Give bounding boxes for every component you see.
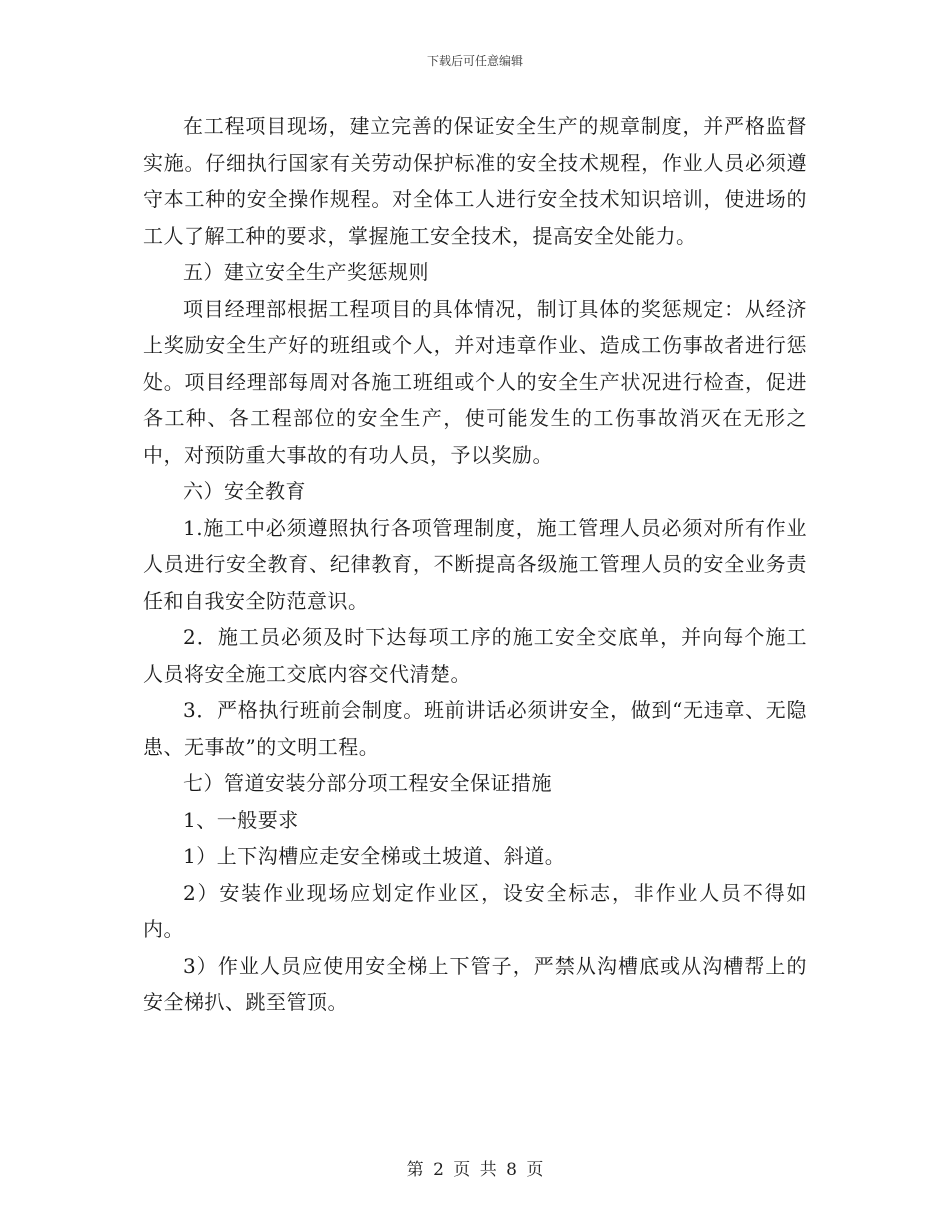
paragraph-education-item-1: 1.施工中必须遵照执行各项管理制度，施工管理人员必须对所有作业人员进行安全教育、纪律教育，不断提高各级施工管理人员的安全业务责任和自我安全防范意识。: [143, 515, 807, 613]
paragraph-safety-regulations: 在工程项目现场，建立完善的保证安全生产的规章制度，并严格监督实施。仔细执行国家有关劳动保护标准的安全技术规程，作业人员必须遵守本工种的安全操作规程。对全体工人进行安全技术知识培训，使进场的工人了解工种的要求，掌握施工安全技术，提高安全处能力。: [143, 114, 807, 248]
heading-safety-education: 六）安全教育: [183, 479, 306, 503]
heading-reward-punishment-rules: 五）建立安全生产奖惩规则: [183, 260, 429, 284]
paragraph-requirement-1: 1）上下沟槽应走安全梯或土坡道、斜道。: [183, 844, 566, 868]
paragraph-requirement-2: 2）安装作业现场应划定作业区，设安全标志，非作业人员不得如内。: [143, 880, 807, 941]
heading-general-requirements: 1、一般要求: [183, 807, 299, 832]
paragraph-education-item-3: 3．严格执行班前会制度。班前讲话必须讲安全，做到“无违章、无隐患、无事故”的文明工程。: [143, 698, 807, 759]
paragraph-reward-punishment: 项目经理部根据工程项目的具体情况，制订具体的奖惩规定：从经济上奖励安全生产好的班组或个人，并对违章作业、造成工伤事故者进行惩处。项目经理部每周对各施工班组或个人的安全生产状况进行检查，促进各工种、各工程部位的安全生产，使可能发生的工伤事故消灭在无形之中，对预防重大事故的有功人员，予以奖励。: [143, 296, 807, 467]
document-body: [143, 108, 807, 1021]
paragraph-education-item-2: 2．施工员必须及时下达每项工序的施工安全交底单，并向每个施工人员将安全施工交底内容交代清楚。: [143, 625, 807, 686]
page-number-footer: 第 2 页 共 8 页: [406, 1160, 544, 1180]
paragraph-requirement-3: 3）作业人员应使用安全梯上下管子，严禁从沟槽底或从沟槽帮上的安全梯扒、跳至管顶。: [143, 953, 807, 1014]
heading-pipe-installation-safety: 七）管道安装分部分项工程安全保证措施: [183, 771, 552, 795]
page-header-note: 下载后可任意编辑: [426, 54, 523, 68]
